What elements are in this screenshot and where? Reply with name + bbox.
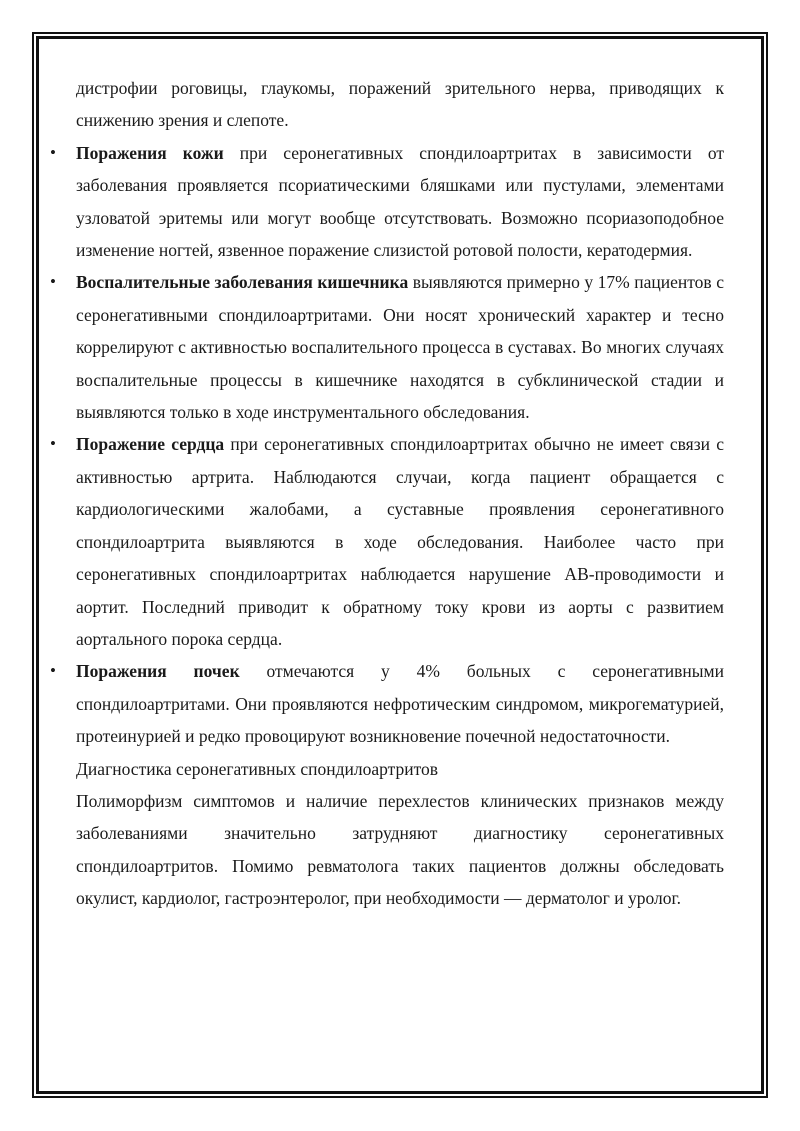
bullet-text: при серонегативных спондилоартритах в зависимости от заболевания проявляется псориатическими бляшками или пустулами, элементами узловатой эритемы или могут вообще отсутствовать. Возможно псориазоподобное изменение ногтей, язвенное поражение слизистой ротовой полости, кератодермия.	[76, 142, 724, 261]
section-heading: Диагностика серонегативных спондилоартритов	[76, 758, 439, 779]
bullet-heading: Поражения почек	[76, 661, 240, 682]
bullet-heading: Поражение сердца	[76, 434, 225, 455]
bullet-item-kidneys	[50, 655, 724, 752]
bullet-item-skin	[50, 137, 724, 267]
bullet-text: выявляются примерно у 17% пациентов с серонегативными спондилоартритами. Они носят хронический характер и тесно коррелируют с активностью воспалительного процесса в суставах. Во многих случаях воспалительные процессы в кишечнике находятся в субклинической стадии и выявляются только в ходе инструментального обследования.	[76, 272, 724, 423]
bullet-heading: Поражения кожи	[76, 142, 224, 163]
closing-paragraph: Полиморфизм симптомов и наличие перехлестов клинических признаков между заболеваниями значительно затрудняют диагностику серонегативных спондилоартритов. Помимо ревматолога таких пациентов должны обследовать окулист, кардиолог, гастроэнтеролог, при необходимости — дерматолог и уролог.	[76, 790, 724, 909]
bullet-icon: •	[50, 272, 56, 292]
intro-paragraph: дистрофии роговицы, глаукомы, поражений зрительного нерва, приводящих к снижению зрения и слепоте.	[76, 78, 724, 131]
document-body	[50, 72, 724, 915]
bullet-heading: Воспалительные заболевания кишечника	[76, 272, 409, 293]
bullet-icon: •	[50, 142, 56, 162]
bullet-text: при серонегативных спондилоартритах обычно не имеет связи с активностью артрита. Наблюдаются случаи, когда пациент обращается с кардиологическими жалобами, а суставные проявления серонегативного спондилоартрита выявляются в ходе обследования. Наиболее часто при серонегативных спондилоартритах наблюдается нарушение АВ-проводимости и аортит. Последний приводит к обратному току крови из аорты с развитием аортального порока сердца.	[76, 434, 724, 649]
bullet-item-heart	[50, 428, 724, 655]
bullet-icon: •	[50, 434, 56, 454]
bullet-item-bowel	[50, 266, 724, 428]
bullet-text: отмечаются у 4% больных с серонегативными спондилоартритами. Они проявляются нефротическим синдромом, микрогематурией, протеинурией и редко провоцируют возникновение почечной недостаточности.	[76, 661, 724, 747]
bullet-icon: •	[50, 661, 56, 681]
